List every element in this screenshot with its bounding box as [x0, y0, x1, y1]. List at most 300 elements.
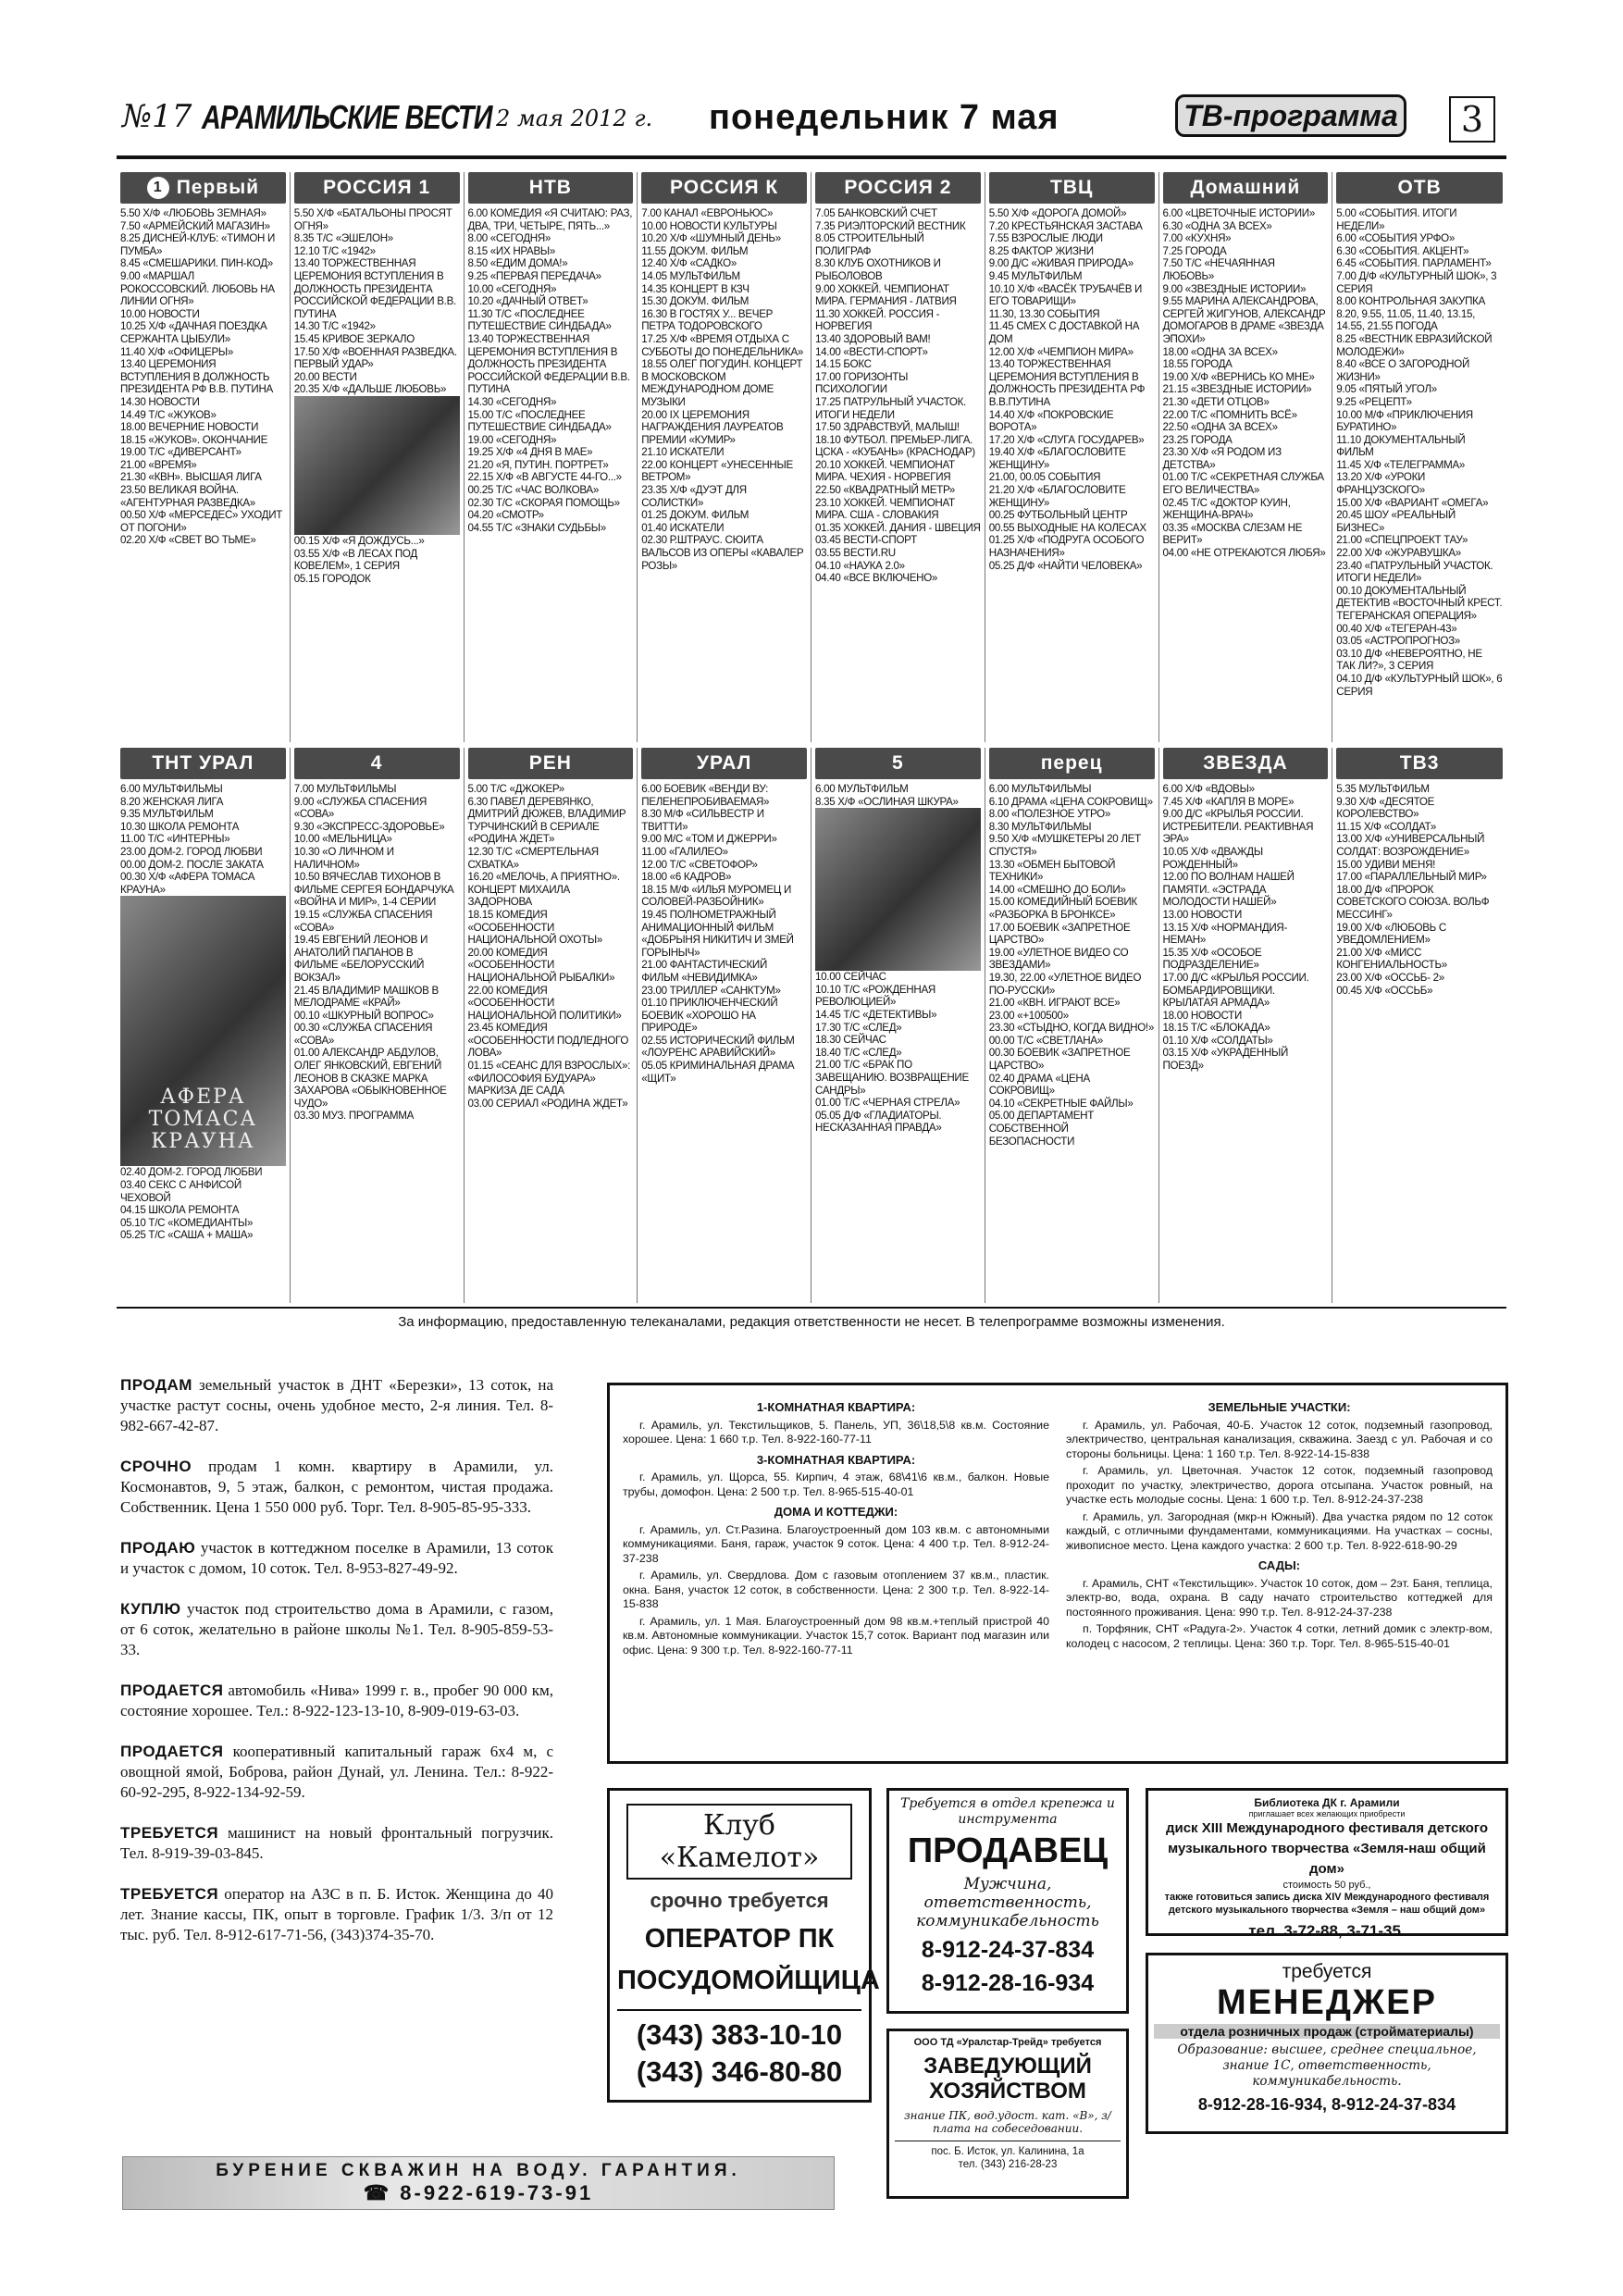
realestate-heading: САДЫ:: [1258, 1558, 1301, 1572]
program-item: 03.55 ВЕСТИ.RU: [815, 547, 896, 560]
movie-poster: [120, 896, 286, 1166]
program-item: 16.20 «МЕЛОЧЬ, А ПРИЯТНО». КОНЦЕРТ МИХАИЛА ЗАДОРНОВА: [467, 871, 620, 909]
program-item: 17.50 ЗДРАВСТВУЙ, МАЛЫШ!: [815, 421, 960, 434]
program-item: 00.00 ДОМ-2. ПОСЛЕ ЗАКАТА: [120, 858, 264, 871]
program-item: 9.25 «РЕЦЕПТ»: [1336, 395, 1412, 408]
section-title: ТВ-программа: [1175, 94, 1406, 137]
program-item: 9.00 Д/С «ЖИВАЯ ПРИРОДА»: [988, 257, 1134, 270]
program-item: 15.00 Х/Ф «ВАРИАНТ «ОМЕГА»: [1336, 496, 1489, 509]
manager-ad: [1146, 1953, 1508, 2134]
program-item: 5.00 «СОБЫТИЯ. ИТОГИ НЕДЕЛИ»: [1336, 207, 1457, 232]
ural-title: ЗАВЕДУЮЩИЙ ХОЗЯЙСТВОМ: [923, 2054, 1092, 2104]
channel-name: ТНТ УРАЛ: [152, 752, 254, 774]
classified-text: кооперативный капитальный гараж 6х4 м, с овощной ямой, Боброва, район Дунай, ул. Ленина. Тел.: 8-922-60-92-295, 8-922-134-92-59.: [120, 1743, 553, 1801]
program-item: 14.35 КОНЦЕРТ В КЗЧ: [641, 282, 750, 295]
program-item: 10.50 ВЯЧЕСЛАВ ТИХОНОВ В ФИЛЬМЕ СЕРГЕЯ БОНДАРЧУКА «ВОЙНА И МИР», 1-4 СЕРИИ: [293, 871, 454, 909]
classified-lead: СРОЧНО: [120, 1458, 192, 1475]
channel-name: РЕН: [528, 752, 572, 774]
realestate-heading: ДОМА И КОТТЕДЖИ:: [774, 1505, 898, 1519]
program-item: 13.40 ТОРЖЕСТВЕННАЯ ЦЕРЕМОНИЯ ВСТУПЛЕНИЯ В ДОЛЖНОСТЬ ПРЕЗИДЕНТА РОССИЙСКОЙ ФЕДЕРАЦИИ В.В. ПУТИНА: [293, 257, 456, 320]
program-item: 20.00 ВЕСТИ: [293, 370, 357, 383]
realestate-right-column: [1066, 1395, 1493, 1752]
channel-logo: [120, 172, 286, 204]
kamelot-title: Клуб «Камелот»: [626, 1804, 852, 1880]
program-item: 23.10 ХОККЕЙ. ЧЕМПИОНАТ МИРА. США - СЛОВАКИЯ: [815, 496, 955, 522]
program-item: 11.55 ДОКУМ. ФИЛЬМ: [641, 244, 749, 257]
poster-caption-line: КРАУНА: [151, 1130, 255, 1154]
program-item: 02.40 ДОМ-2. ГОРОД ЛЮБВИ: [120, 1166, 263, 1179]
program-item: 6.00 КОМЕДИЯ «Я СЧИТАЮ: РАЗ, ДВА, ТРИ, ЧЕТЫРЕ, ПЯТЬ...»: [467, 207, 633, 232]
program-item: 19.00 Т/С «ДИВЕРСАНТ»: [120, 446, 242, 459]
program-item: 23.45 КОМЕДИЯ «ОСОБЕННОСТИ ПОДЛЕДНОГО ЛОВА»: [467, 1022, 629, 1060]
program-item: 7.00 «КУХНЯ»: [1162, 232, 1232, 245]
channel-column: [985, 172, 1159, 742]
program-item: 20.00 КОМЕДИЯ «ОСОБЕННОСТИ НАЦИОНАЛЬНОЙ РЫБАЛКИ»: [467, 946, 615, 984]
program-item: 03.55 Х/Ф «В ЛЕСАХ ПОД КОВЕЛЕМ», 1 СЕРИЯ: [293, 547, 417, 573]
program-item: 19.15 «СЛУЖБА СПАСЕНИЯ «СОВА»: [293, 908, 433, 934]
realestate-listing: г. Арамиль, СНТ «Текстильщик». Участок 10 соток, дом – 2эт. Баня, теплица, электр-во, вода, охрана. В саду начато строительство коттеджей для постоянного проживания. Цена: 990 т.р. Тел. 8-912-24-37-238: [1066, 1576, 1493, 1619]
manager-phone: 8-912-28-16-934, 8-912-24-37-834: [1197, 2095, 1456, 2114]
program-item: 00.30 «СЛУЖБА СПАСЕНИЯ «СОВА»: [293, 1022, 433, 1047]
channel-name: РОССИЯ 1: [323, 177, 431, 198]
program-item: 23.35 Х/Ф «ДУЭТ ДЛЯ СОЛИСТКИ»: [641, 484, 747, 509]
program-item: 18.55 ГОРОДА: [1162, 358, 1233, 371]
kamelot-phone-2: (343) 346-80-80: [636, 2055, 843, 2088]
program-photo: [815, 808, 981, 971]
channel-column: [985, 748, 1159, 1303]
program-item: 7.00 КАНАЛ «ЕВРОНЬЮС»: [641, 207, 774, 219]
program-item: 7.25 ГОРОДА: [1162, 244, 1227, 257]
program-item: 18.15 Т/С «БЛОКАДА»: [1162, 1022, 1270, 1035]
program-item: 9.00 ХОККЕЙ. ЧЕМПИОНАТ МИРА. ГЕРМАНИЯ - ЛАТВИЯ: [815, 282, 957, 308]
program-item: 10.10 Х/Ф «ВАСЁК ТРУБАЧЁВ И ЕГО ТОВАРИЩИ»: [988, 282, 1143, 308]
program-item: 21.10 ИСКАТЕЛИ: [641, 446, 725, 459]
program-item: 01.00 Т/С «ЧЕРНАЯ СТРЕЛА»: [815, 1097, 960, 1110]
program-list: [641, 783, 807, 1085]
program-item: 14.30 Т/С «1942»: [293, 320, 376, 333]
program-item: 14.00 «СМЕШНО ДО БОЛИ»: [988, 883, 1126, 896]
program-item: 04.10 Д/Ф «КУЛЬТУРНЫЙ ШОК», 6 СЕРИЯ: [1336, 672, 1503, 698]
program-item: 8.25 ФАКТОР ЖИЗНИ: [988, 244, 1094, 257]
program-list: [294, 207, 460, 585]
program-item: 17.00 ГОРИЗОНТЫ ПСИХОЛОГИИ: [815, 370, 909, 396]
program-item: 7.55 ВЗРОСЛЫЕ ЛЮДИ: [988, 232, 1103, 245]
program-item: 18.00 Д/Ф «ПРОРОК СОВЕТСКОГО СОЮЗА. ВОЛЬФ МЕССИНГ»: [1336, 883, 1490, 921]
tv-row-top: [117, 172, 1506, 742]
kamelot-job-operator: ОПЕРАТОР ПК: [644, 1924, 835, 1954]
program-item: 05.25 Т/С «САША + МАША»: [120, 1229, 254, 1242]
kamelot-ad: [607, 1788, 880, 2103]
program-item: 18.00 «ОДНА ЗА ВСЕХ»: [1162, 345, 1278, 358]
program-item: 17.00 БОЕВИК «ЗАПРЕТНОЕ ЦАРСТВО»: [988, 921, 1131, 947]
channel-logo: [1336, 748, 1503, 779]
program-item: 21.20 «Я, ПУТИН. ПОРТРЕТ»: [467, 458, 609, 471]
program-item: 21.30 «ДЕТИ ОТЦОВ»: [1162, 395, 1270, 408]
program-item: 00.10 ДОКУМЕНТАЛЬНЫЙ ДЕТЕКТИВ «ВОСТОЧНЫЙ КРЕСТ. ТЕГЕРАНСКАЯ ОПЕРАЦИЯ»: [1336, 584, 1503, 622]
kamelot-phone-1: (343) 383-10-10: [617, 2009, 861, 2054]
program-item: 6.00 МУЛЬТФИЛЬМЫ: [988, 783, 1092, 795]
program-item: 10.00 НОВОСТИ: [120, 307, 200, 320]
classified-lead: ТРЕБУЕТСЯ: [120, 1885, 219, 1903]
program-item: 21.15 «ЗВЕЗДНЫЕ ИСТОРИИ»: [1162, 383, 1312, 396]
realestate-listing: п. Торфяник, СНТ «Радуга-2». Участок 4 сотки, летний домик с электр-вом, колодец с насосом, 2 теплицы. Цена: 360 т.р. Торг. Тел. 8-965-515-40-01: [1066, 1622, 1493, 1650]
program-item: 18.15 М/Ф «ИЛЬЯ МУРОМЕЦ И СОЛОВЕЙ-РАЗБОЙНИК»: [641, 883, 792, 909]
program-item: 14.05 МУЛЬТФИЛЬМ: [641, 269, 740, 282]
program-item: 5.35 МУЛЬТФИЛЬМ: [1336, 783, 1430, 795]
channel-column: [1159, 748, 1333, 1303]
channel-logo: [989, 748, 1155, 779]
program-item: 13.30 «ОБМЕН БЫТОВОЙ ТЕХНИКИ»: [988, 858, 1116, 884]
program-item: 15.00 Т/С «ПОСЛЕДНЕЕ ПУТЕШЕСТВИЕ СИНДБАДА»: [467, 408, 612, 434]
classified-text: участок в коттеджном поселке в Арамили, 13 соток и участок с домом, 10 соток. Тел. 8-953-827-49-92.: [120, 1539, 554, 1577]
channel-column: [465, 748, 638, 1303]
drilling-text: БУРЕНИЕ СКВАЖИН НА ВОДУ. ГАРАНТИЯ.: [216, 2161, 741, 2180]
program-item: 00.10 «ШКУРНЫЙ ВОПРОС»: [293, 1009, 434, 1022]
program-list: [815, 207, 981, 585]
channel-badge: 1: [147, 177, 169, 199]
program-item: 15.00 КОМЕДИЙНЫЙ БОЕВИК «РАЗБОРКА В БРОНКСЕ»: [988, 896, 1137, 921]
program-item: 05.05 КРИМИНАЛЬНАЯ ДРАМА «ЩИТ»: [641, 1060, 795, 1085]
program-item: 04.55 Т/С «ЗНАКИ СУДЬБЫ»: [467, 521, 606, 534]
program-item: 9.00 Д/С «КРЫЛЬЯ РОССИИ. ИСТРЕБИТЕЛИ. РЕАКТИВНАЯ ЭРА»: [1162, 808, 1314, 846]
program-item: 02.30 Р.ШТРАУС. СЮИТА ВАЛЬСОВ ИЗ ОПЕРЫ «КАВАЛЕР РОЗЫ»: [641, 534, 804, 572]
program-list: [1163, 783, 1329, 1073]
classified-text: земельный участок в ДНТ «Березки», 13 соток, на участке растут сосны, очень удобное место, 2-я линия. Тел. 8-982-667-42-87.: [120, 1376, 553, 1434]
program-list: [468, 207, 634, 534]
classified-text: автомобиль «Нива» 1999 г. в., пробег 90 000 км, состояние хорошее. Тел.: 8-922-123-13-10, 8-909-019-63-03.: [120, 1682, 553, 1719]
program-item: 00.55 ВЫХОДНЫЕ НА КОЛЕСАХ: [988, 521, 1146, 534]
program-item: 19.00 «СЕГОДНЯ»: [467, 433, 557, 446]
realestate-listing: г. Арамиль, ул. Рабочая, 40-Б. Участок 12 соток, подземный газопровод, электричество, центральная канализация, скважина. Заезд с ул. Рабочая и со стороны больницы. Цена: 1 160 т.р. Тел. 8-922-14-15-838: [1066, 1418, 1493, 1460]
program-item: 22.00 КОНЦЕРТ «УНЕСЕННЫЕ ВЕТРОМ»: [641, 458, 793, 484]
program-item: 18.15 КОМЕДИЯ «ОСОБЕННОСТИ НАЦИОНАЛЬНОЙ ОХОТЫ»: [467, 908, 603, 947]
program-item: 21.00 «КВН. ИГРАЮТ ВСЕ»: [988, 997, 1121, 1010]
program-item: 00.45 Х/Ф «ОССЬБ»: [1336, 984, 1433, 997]
program-list: [815, 783, 981, 1135]
program-item: 18.10 ФУТБОЛ. ПРЕМЬЕР-ЛИГА. ЦСКА - «КУБАНЬ» (КРАСНОДАР): [815, 433, 975, 459]
channel-column: [117, 172, 291, 742]
channel-column: [465, 172, 638, 742]
library-org: Библиотека ДК г. Арамили: [1254, 1796, 1400, 1809]
program-item: 10.30 «О ЛИЧНОМ И НАЛИЧНОМ»: [293, 845, 394, 871]
program-item: 18.40 Т/С «СЛЕД»: [815, 1046, 902, 1059]
program-item: 21.00, 00.05 СОБЫТИЯ: [988, 471, 1101, 484]
program-item: 11.45 Х/Ф «ТЕЛЕГРАММА»: [1336, 458, 1466, 471]
channel-name: НТВ: [528, 177, 572, 198]
program-item: 22.00 Х/Ф «ЖУРАВУШКА»: [1336, 547, 1461, 560]
program-item: 11.10 ДОКУМЕНТАЛЬНЫЙ ФИЛЬМ: [1336, 433, 1466, 459]
program-item: 5.50 Х/Ф «ЛЮБОВЬ ЗЕМНАЯ»: [120, 207, 266, 219]
program-item: 5.50 Х/Ф «ДОРОГА ДОМОЙ»: [988, 207, 1127, 219]
program-item: 20.45 ШОУ «РЕАЛЬНЫЙ БИЗНЕС»: [1336, 509, 1456, 534]
program-item: 13.40 ЗДОРОВЫЙ ВАМ!: [815, 332, 931, 345]
channel-logo: [815, 748, 981, 779]
program-item: 19.25 Х/Ф «4 ДНЯ В МАЕ»: [467, 446, 593, 459]
channel-column: [812, 748, 985, 1303]
channel-logo: [468, 172, 634, 204]
channel-column: [117, 748, 291, 1303]
poster-caption-line: АФЕРА: [160, 1086, 246, 1110]
program-item: 10.25 Х/Ф «ДАЧНАЯ ПОЕЗДКА СЕРЖАНТА ЦЫБУЛИ»: [120, 320, 267, 345]
program-item: 5.00 Т/С «ДЖОКЕР»: [467, 783, 564, 795]
classified-lead: КУПЛЮ: [120, 1600, 181, 1618]
program-item: 23.00 ТРИЛЛЕР «САНКТУМ»: [641, 984, 781, 997]
program-item: 6.00 МУЛЬТФИЛЬМЫ: [120, 783, 223, 795]
realestate-listing: г. Арамиль, ул. Загородная (мкр-н Южный). Два участка рядом по 12 соток каждый, с отличными фундаментами, коммуникациями. На участках – сосны, живописное место. Цена каждого участка: 2 600 т.р. Тел. 8-922-618-90-29: [1066, 1509, 1493, 1552]
classified-text: машинист на новый фронтальный погрузчик. Тел. 8-919-39-03-845.: [120, 1824, 554, 1862]
program-item: 14.15 БОКС: [815, 358, 872, 371]
channel-name: УРАЛ: [696, 752, 752, 774]
program-item: 12.00 Т/С «СВЕТОФОР»: [641, 858, 758, 871]
program-item: 10.00 «СЕГОДНЯ»: [467, 282, 557, 295]
classifieds-column: [120, 1375, 553, 1966]
program-item: 21.00 ФАНТАСТИЧЕСКИЙ ФИЛЬМ «НЕВИДИМКА»: [641, 959, 767, 984]
program-item: 05.00 ДЕПАРТАМЕНТ СОБСТВЕННОЙ БЕЗОПАСНОСТИ: [988, 1110, 1095, 1148]
program-item: 02.55 ИСТОРИЧЕСКИЙ ФИЛЬМ «ЛОУРЕНС АРАВИЙСКИЙ»: [641, 1034, 795, 1060]
program-item: 8.30 МУЛЬТФИЛЬМЫ: [988, 820, 1092, 833]
program-item: 23.30 «СТЫДНО, КОГДА ВИДНО!»: [988, 1022, 1154, 1035]
classified-lead: ПРОДАМ: [120, 1376, 192, 1394]
program-item: 13.15 Х/Ф «НОРМАНДИЯ-НЕМАН»: [1162, 921, 1288, 947]
realestate-heading: 3-КОМНАТНАЯ КВАРТИРА:: [756, 1452, 916, 1467]
program-item: 9.05 «ПЯТЫЙ УГОЛ»: [1336, 383, 1437, 396]
channel-name: Домашний: [1190, 177, 1301, 198]
program-item: 6.10 ДРАМА «ЦЕНА СОКРОВИЩ»: [988, 795, 1153, 808]
program-item: 15.45 КРИВОЕ ЗЕРКАЛО: [293, 332, 415, 345]
channel-logo: [1336, 172, 1503, 204]
realestate-heading: 1-КОМНАТНАЯ КВАРТИРА:: [756, 1400, 916, 1414]
program-item: 12.00 ПО ВОЛНАМ НАШЕЙ ПАМЯТИ. «ЭСТРАДА МОЛОДОСТИ НАШЕЙ»: [1162, 871, 1295, 909]
program-item: 8.20, 9.55, 11.05, 11.40, 13.15, 14.55, 21.55 ПОГОДА: [1336, 307, 1476, 333]
kamelot-job-dishwasher: ПОСУДОМОЙЩИЦА: [617, 1966, 880, 1995]
ural-requirements: знание ПК, вод.удост. кат. «В», з/плата на собеседовании.: [904, 2109, 1111, 2135]
program-item: 17.50 Х/Ф «ВОЕННАЯ РАЗВЕДКА. ПЕРВЫЙ УДАР»: [293, 345, 457, 371]
classified-ad: [120, 1884, 553, 1945]
program-item: 8.15 «ИХ НРАВЫ»: [467, 244, 556, 257]
issue-number: №17: [122, 98, 192, 135]
channel-name: ЗВЕЗДА: [1203, 752, 1288, 774]
page-number: 3: [1449, 96, 1495, 143]
program-item: 14.45 Т/С «ДЕТЕКТИВЫ»: [815, 1008, 937, 1021]
program-item: 05.15 ГОРОДОК: [293, 572, 371, 585]
program-list: [1336, 207, 1503, 698]
realestate-left-column: [623, 1395, 1049, 1752]
program-item: 9.00 «МАРШАЛ РОКОССОВСКИЙ. ЛЮБОВЬ НА ЛИНИИ ОГНЯ»: [120, 269, 275, 308]
channel-column: [1332, 172, 1506, 742]
program-item: 11.30 ХОККЕЙ. РОССИЯ - НОРВЕГИЯ: [815, 307, 940, 333]
program-item: 19.00 Х/Ф «ЛЮБОВЬ С УВЕДОМЛЕНИЕМ»: [1336, 921, 1446, 947]
seller-title: ПРОДАВЕЦ: [907, 1831, 1109, 1870]
program-item: 01.40 ИСКАТЕЛИ: [641, 521, 725, 534]
classified-ad: [120, 1823, 553, 1864]
program-item: 11.45 СМЕХ С ДОСТАВКОЙ НА ДОМ: [988, 320, 1140, 345]
program-item: 8.50 «ЕДИМ ДОМА!»: [467, 257, 568, 270]
program-item: 8.05 СТРОИТЕЛЬНЫЙ ПОЛИГРАФ: [815, 232, 924, 257]
program-item: 02.45 Т/С «ДОКТОР КУИН, ЖЕНЩИНА-ВРАЧ»: [1162, 496, 1291, 522]
channel-name: 4: [370, 752, 383, 774]
program-item: 00.25 Т/С «ЧАС ВОЛКОВА»: [467, 484, 599, 497]
program-item: 17.30 Т/С «СЛЕД»: [815, 1021, 902, 1034]
program-item: 12.40 Х/Ф «САДКО»: [641, 257, 737, 270]
channel-logo: [815, 172, 981, 204]
program-item: 17.00 «ПАРАЛЛЕЛЬНЫЙ МИР»: [1336, 871, 1487, 884]
program-item: 9.30 Х/Ф «ДЕСЯТОЕ КОРОЛЕВСТВО»: [1336, 795, 1435, 821]
program-item: 01.10 Х/Ф «СОЛДАТЫ»: [1162, 1034, 1273, 1047]
program-item: 05.10 Т/С «КОМЕДИАНТЫ»: [120, 1216, 254, 1229]
program-item: 00.00 Т/С «СВЕТЛАНА»: [988, 1034, 1103, 1047]
channel-logo: [294, 748, 460, 779]
program-item: 6.00 «СОБЫТИЯ УРФО»: [1336, 232, 1456, 245]
program-item: 04.10 «НАУКА 2.0»: [815, 559, 905, 572]
newspaper-title: АРАМИЛЬСКИЕ ВЕСТИ: [202, 98, 492, 136]
program-item: 13.00 НОВОСТИ: [1162, 908, 1242, 921]
program-list: [641, 207, 807, 572]
program-item: 04.20 «СМОТР»: [467, 509, 544, 522]
program-item: 12.10 Т/С «1942»: [293, 244, 376, 257]
realestate-listing: г. Арамиль, ул. Текстильщиков, 5. Панель, УП, 36\18,5\8 кв.м. Состояние хорошее. Цена: 1 660 т.р. Тел. 8-922-160-77-11: [623, 1418, 1049, 1446]
program-item: 20.00 IX ЦЕРЕМОНИЯ НАГРАЖДЕНИЯ ЛАУРЕАТОВ ПРЕМИИ «КУМИР»: [641, 408, 784, 446]
classified-text: оператор на АЗС в п. Б. Исток. Женщина до 40 лет. Знание кассы, ПК, опыт в торговле. График 1/3. З/п от 12 тыс. руб. Тел. 8-912-617-71-56, (343)374-35-70.: [120, 1885, 554, 1943]
tv-disclaimer: За информацию, предоставленную телеканалами, редакция ответственности не несет. В телепрограмме возможны изменения.: [117, 1307, 1506, 1330]
program-item: 23.25 ГОРОДА: [1162, 433, 1233, 446]
program-item: 18.55 ОЛЕГ ПОГУДИН. КОНЦЕРТ В МОСКОВСКОМ МЕЖДУНАРОДНОМ ДОМЕ МУЗЫКИ: [641, 358, 803, 408]
library-ad: [1146, 1788, 1508, 1940]
program-item: 01.25 ДОКУМ. ФИЛЬМ: [641, 509, 750, 522]
program-item: 17.25 ПАТРУЛЬНЫЙ УЧАСТОК. ИТОГИ НЕДЕЛИ: [815, 395, 966, 421]
channel-column: [638, 172, 812, 742]
classified-lead: ПРОДАЮ: [120, 1539, 196, 1557]
program-item: 03.05 «АСТРОПРОГНОЗ»: [1336, 635, 1460, 648]
program-item: 18.00 «6 КАДРОВ»: [641, 871, 732, 884]
program-item: 02.20 Х/Ф «СВЕТ ВО ТЬМЕ»: [120, 534, 256, 547]
program-item: 15.00 УДИВИ МЕНЯ!: [1336, 858, 1436, 871]
program-item: 03.30 МУЗ. ПРОГРАММА: [293, 1110, 415, 1123]
program-item: 14.30 «СЕГОДНЯ»: [467, 395, 557, 408]
realestate-listing: г. Арамиль, ул. Цветочная. Участок 12 соток, подземный газопровод проходит по участку, электричество, дорога отсыпана. Участок ровный, на участке есть молодые сосны. Цена: 1 600 т.р. Тел. 8-912-24-37-238: [1066, 1464, 1493, 1506]
program-list: [468, 783, 634, 1110]
program-item: 12.30 Т/С «СМЕРТЕЛЬНАЯ СХВАТКА»: [467, 845, 599, 871]
program-item: 23.00 ДОМ-2. ГОРОД ЛЮБВИ: [120, 845, 263, 858]
program-item: 9.00 «СЛУЖБА СПАСЕНИЯ «СОВА»: [293, 795, 427, 821]
program-item: 9.30 «ЭКСПРЕСС-ЗДОРОВЬЕ»: [293, 820, 445, 833]
program-item: 7.50 Т/С «НЕЧАЯННАЯ ЛЮБОВЬ»: [1162, 257, 1275, 282]
channel-name: Первый: [176, 177, 260, 198]
manager-education: Образование: высшее, среднее специальное, знание 1С, ответственность, коммуникабельность.: [1177, 2042, 1477, 2089]
library-disc: диск XIII Международного фестиваля детского музыкального творчества «Земля-наш общий дом»: [1165, 1820, 1489, 1877]
program-item: 23.50 ВЕЛИКАЯ ВОЙНА. «АГЕНТУРНАЯ РАЗВЕДКА»: [120, 484, 255, 509]
channel-logo: [120, 748, 286, 779]
channel-logo: [641, 748, 807, 779]
program-item: 7.05 БАНКОВСКИЙ СЧЕТ: [815, 207, 937, 219]
program-item: 15.30 ДОКУМ. ФИЛЬМ: [641, 295, 750, 308]
program-item: 7.00 Д/Ф «КУЛЬТУРНЫЙ ШОК», 3 СЕРИЯ: [1336, 269, 1497, 295]
classified-ad: [120, 1375, 553, 1436]
program-item: 9.50 Х/Ф «МУШКЕТЕРЫ 20 ЛЕТ СПУСТЯ»: [988, 833, 1141, 858]
program-item: 03.15 Х/Ф «УКРАДЕННЫЙ ПОЕЗД»: [1162, 1047, 1288, 1073]
program-item: 10.00 СЕЙЧАС: [815, 971, 886, 984]
channel-name: перец: [1040, 752, 1103, 774]
program-item: 11.00 «ГАЛИЛЕО»: [641, 845, 728, 858]
program-item: 01.35 ХОККЕЙ. ДАНИЯ - ШВЕЦИЯ: [815, 521, 981, 534]
library-phone: тел. 3-72-88, 3-71-35.: [1248, 1922, 1406, 1940]
tv-row-bottom: [117, 748, 1506, 1303]
manager-dept: отдела розничных продаж (стройматериалы): [1154, 2024, 1500, 2039]
program-item: 15.35 Х/Ф «ОСОБОЕ ПОДРАЗДЕЛЕНИЕ»: [1162, 946, 1262, 972]
program-list: [120, 207, 286, 547]
program-item: 14.40 Х/Ф «ПОКРОВСКИЕ ВОРОТА»: [988, 408, 1114, 434]
program-item: 18.00 ВЕЧЕРНИЕ НОВОСТИ: [120, 421, 259, 434]
program-item: 8.35 Т/С «ЭШЕЛОН»: [293, 232, 393, 245]
classified-lead: ПРОДАЕТСЯ: [120, 1743, 224, 1760]
program-item: 8.35 Х/Ф «ОСЛИНАЯ ШКУРА»: [815, 795, 959, 808]
drilling-phone: ☎ 8-922-619-73-91: [363, 2181, 594, 2204]
program-item: 11.40 Х/Ф «ОФИЦЕРЫ»: [120, 345, 234, 358]
program-item: 14.49 Т/С «ЖУКОВ»: [120, 408, 217, 421]
classified-lead: ПРОДАЕТСЯ: [120, 1682, 224, 1699]
program-item: 9.45 МУЛЬТФИЛЬМ: [988, 269, 1083, 282]
seller-intro: Требуется в отдел крепежа и инструмента: [900, 1796, 1115, 1827]
program-item: 01.25 Х/Ф «ПОДРУГА ОСОБОГО НАЗНАЧЕНИЯ»: [988, 534, 1145, 560]
program-item: 7.35 РИЭЛТОРСКИЙ ВЕСТНИК: [815, 219, 966, 232]
program-item: 11.30, 13.30 СОБЫТИЯ: [988, 307, 1100, 320]
classified-ad: [120, 1457, 553, 1518]
program-item: 05.25 Д/Ф «НАЙТИ ЧЕЛОВЕКА»: [988, 559, 1143, 572]
program-item: 8.25 «ВЕСТНИК ЕВРАЗИЙСКОЙ МОЛОДЕЖИ»: [1336, 332, 1493, 358]
program-item: 23.00 «+100500»: [988, 1009, 1069, 1022]
program-item: 10.00 «МЕЛЬНИЦА»: [293, 833, 392, 846]
program-item: 8.45 «СМЕШАРИКИ. ПИН-КОД»: [120, 257, 273, 270]
program-item: 8.25 ДИСНЕЙ-КЛУБ: «ТИМОН И ПУМБА»: [120, 232, 276, 257]
channel-logo: [1163, 172, 1329, 204]
program-item: 00.40 Х/Ф «ТЕГЕРАН-43»: [1336, 622, 1457, 635]
program-item: 02.40 ДРАМА «ЦЕНА СОКРОВИЩ»: [988, 1072, 1090, 1098]
program-item: 8.00 «СЕГОДНЯ»: [467, 232, 551, 245]
program-list: [989, 783, 1155, 1148]
program-item: 21.30 «КВН». ВЫСШАЯ ЛИГА: [120, 471, 262, 484]
program-item: 19.30, 22.00 «УЛЕТНОЕ ВИДЕО ПО-РУССКИ»: [988, 971, 1142, 997]
program-item: 10.10 Т/С «РОЖДЕННАЯ РЕВОЛЮЦИЕЙ»: [815, 983, 935, 1009]
program-item: 22.50 «КВАДРАТНЫЙ МЕТР»: [815, 484, 955, 497]
program-item: 8.20 ЖЕНСКАЯ ЛИГА: [120, 795, 224, 808]
page-header: [117, 93, 1506, 152]
program-item: 9.00 М/С «ТОМ И ДЖЕРРИ»: [641, 833, 777, 846]
program-item: 7.00 МУЛЬТФИЛЬМЫ: [293, 783, 397, 795]
program-item: 20.35 Х/Ф «ДАЛЬШЕ ЛЮБОВЬ»: [293, 383, 447, 396]
program-item: 21.00 Х/Ф «МИСС КОНГЕНИАЛЬНОСТЬ»: [1336, 946, 1447, 972]
program-item: 03.45 ВЕСТИ-СПОРТ: [815, 534, 917, 547]
realestate-listing: г. Арамиль, ул. Ст.Разина. Благоустроенный дом 103 кв.м. с автономными коммуникациями. Баня, гараж, участок 9 соток. Цена: 4 400 т.р. Тел. 8-912-24-37-238: [623, 1522, 1049, 1565]
ural-intro: ООО ТД «Уралстар-Трейд» требуется: [913, 2037, 1102, 2048]
realestate-listing: г. Арамиль, ул. 1 Мая. Благоустроенный дом 98 кв.м.+теплый пристрой 40 кв.м. Автономные коммуникации. Участок 15,7 соток. Вариант под магазин или офис. Цена: 9 300 т.р. Тел. 8-922-160-77-11: [623, 1614, 1049, 1657]
program-item: 04.10 «СЕКРЕТНЫЕ ФАЙЛЫ»: [988, 1097, 1134, 1110]
program-item: 5.50 Х/Ф «БАТАЛЬОНЫ ПРОСЯТ ОГНЯ»: [293, 207, 452, 232]
program-item: 10.20 «ДАЧНЫЙ ОТВЕТ»: [467, 295, 588, 308]
classified-text: продам 1 комн. квартиру в Арамили, ул. Космонавтов, 9, 5 этаж, балкон, с ремонтом, чистая продажа. Собственник. Цена 1 550 000 руб. Торг. Тел. 8-905-85-95-333.: [120, 1458, 554, 1516]
program-item: 04.00 «НЕ ОТРЕКАЮТСЯ ЛЮБЯ»: [1162, 547, 1326, 560]
program-item: 6.30 «ОДНА ЗА ВСЕХ»: [1162, 219, 1272, 232]
manager-need: требуется: [1282, 1961, 1372, 1982]
issue-date: 2 мая 2012 г.: [496, 105, 653, 131]
program-item: 03.40 СЕКС С АНФИСОЙ ЧЕХОВОЙ: [120, 1178, 242, 1204]
program-item: 18.15 «ЖУКОВ». ОКОНЧАНИЕ: [120, 433, 268, 446]
library-also: также готовиться запись диска XIV Международного фестиваля детского музыкального творчества «Земля – наш общий дом»: [1164, 1892, 1490, 1916]
program-item: 11.15 Х/Ф «СОЛДАТ»: [1336, 820, 1436, 833]
classified-ad: [120, 1681, 553, 1721]
program-item: 13.20 Х/Ф «УРОКИ ФРАНЦУЗСКОГО»: [1336, 471, 1426, 497]
program-item: 8.30 КЛУБ ОХОТНИКОВ И РЫБОЛОВОВ: [815, 257, 941, 282]
program-item: 00.30 Х/Ф «АФЕРА ТОМАСА КРАУНА»: [120, 871, 255, 896]
seller-phone-2: 8-912-28-16-934: [921, 1970, 1095, 1996]
